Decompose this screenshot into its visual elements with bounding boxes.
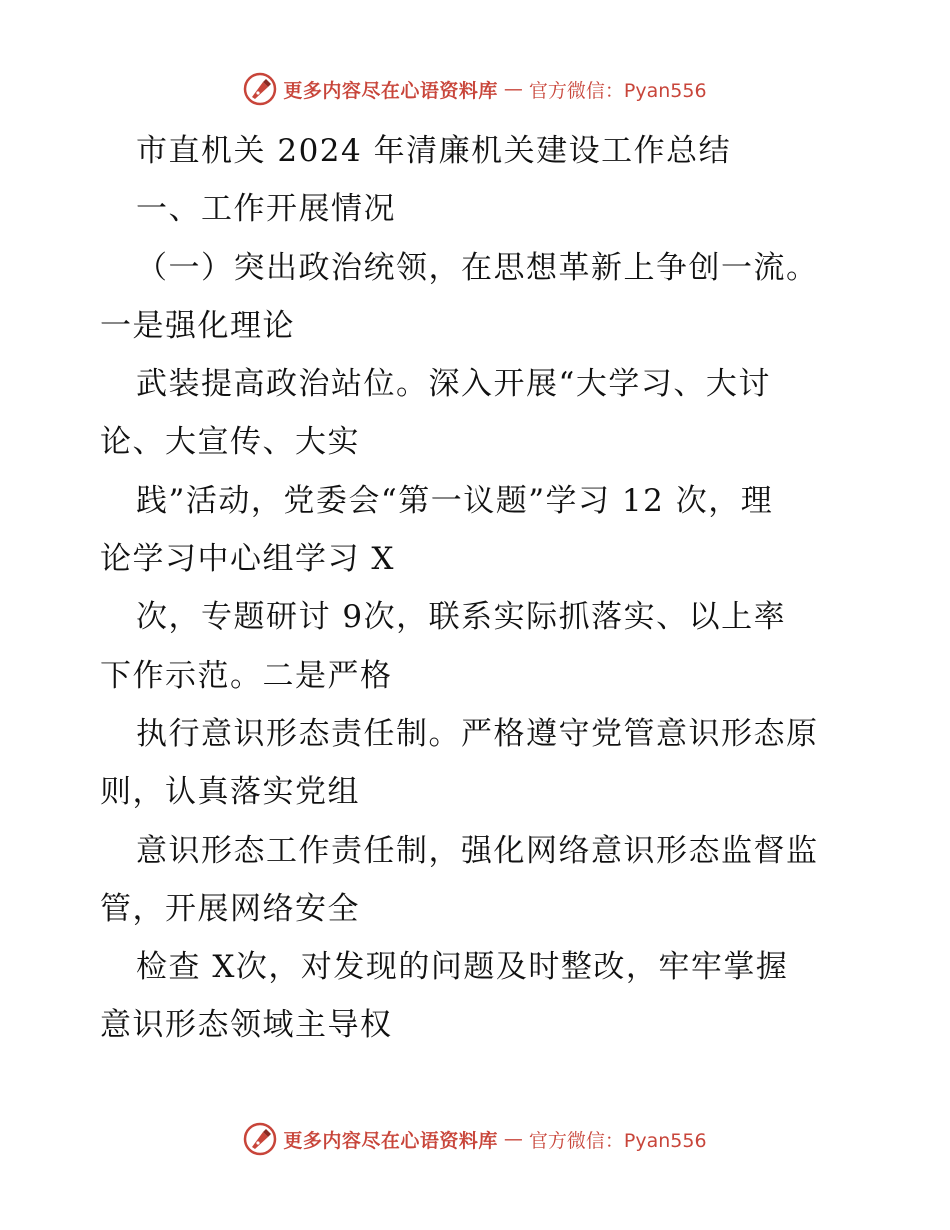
watermark-separator: —	[503, 1128, 523, 1150]
subsection-heading: （一）突出政治统领，在思想革新上争创一流。	[136, 249, 819, 286]
body-line: 论学习中心组学习 X	[100, 541, 395, 578]
watermark-text: 更多内容尽在心语资料库	[283, 1129, 498, 1152]
header-watermark	[0, 72, 950, 106]
body-line: 践”活动，党委会“第一议题”学习 12 次，理	[136, 482, 774, 519]
pen-nib-logo-icon	[243, 72, 277, 106]
document-body	[100, 122, 860, 1055]
body-line: 武装提高政治站位。深入开展“大学习、大讨	[136, 366, 771, 403]
watermark-contact: 官方微信：Pyan556	[528, 1129, 707, 1152]
body-line: 执行意识形态责任制。严格遵守党管意识形态原	[136, 715, 819, 752]
section-heading: 一、工作开展情况	[136, 191, 396, 228]
body-line: 则，认真落实党组	[100, 774, 360, 811]
doc-title: 市直机关 2024 年清廉机关建设工作总结	[136, 133, 732, 169]
footer-watermark	[0, 1122, 950, 1156]
watermark-contact: 官方微信：Pyan556	[528, 79, 707, 102]
body-line: 意识形态领域主导权	[100, 1007, 393, 1044]
body-line: 一是强化理论	[100, 307, 295, 344]
watermark-separator: —	[503, 78, 523, 100]
watermark-text: 更多内容尽在心语资料库	[283, 79, 498, 102]
body-line: 论、大宣传、大实	[100, 424, 360, 461]
body-line: 管，开展网络安全	[100, 890, 360, 927]
body-line: 下作示范。二是严格	[100, 657, 393, 694]
pen-nib-logo-icon	[243, 1122, 277, 1156]
body-line: 检查 X次，对发现的问题及时整改，牢牢掌握	[136, 949, 789, 986]
body-line: 意识形态工作责任制，强化网络意识形态监督监	[136, 832, 819, 869]
body-line: 次，专题研讨 9次，联系实际抓落实、以上率	[136, 599, 787, 636]
